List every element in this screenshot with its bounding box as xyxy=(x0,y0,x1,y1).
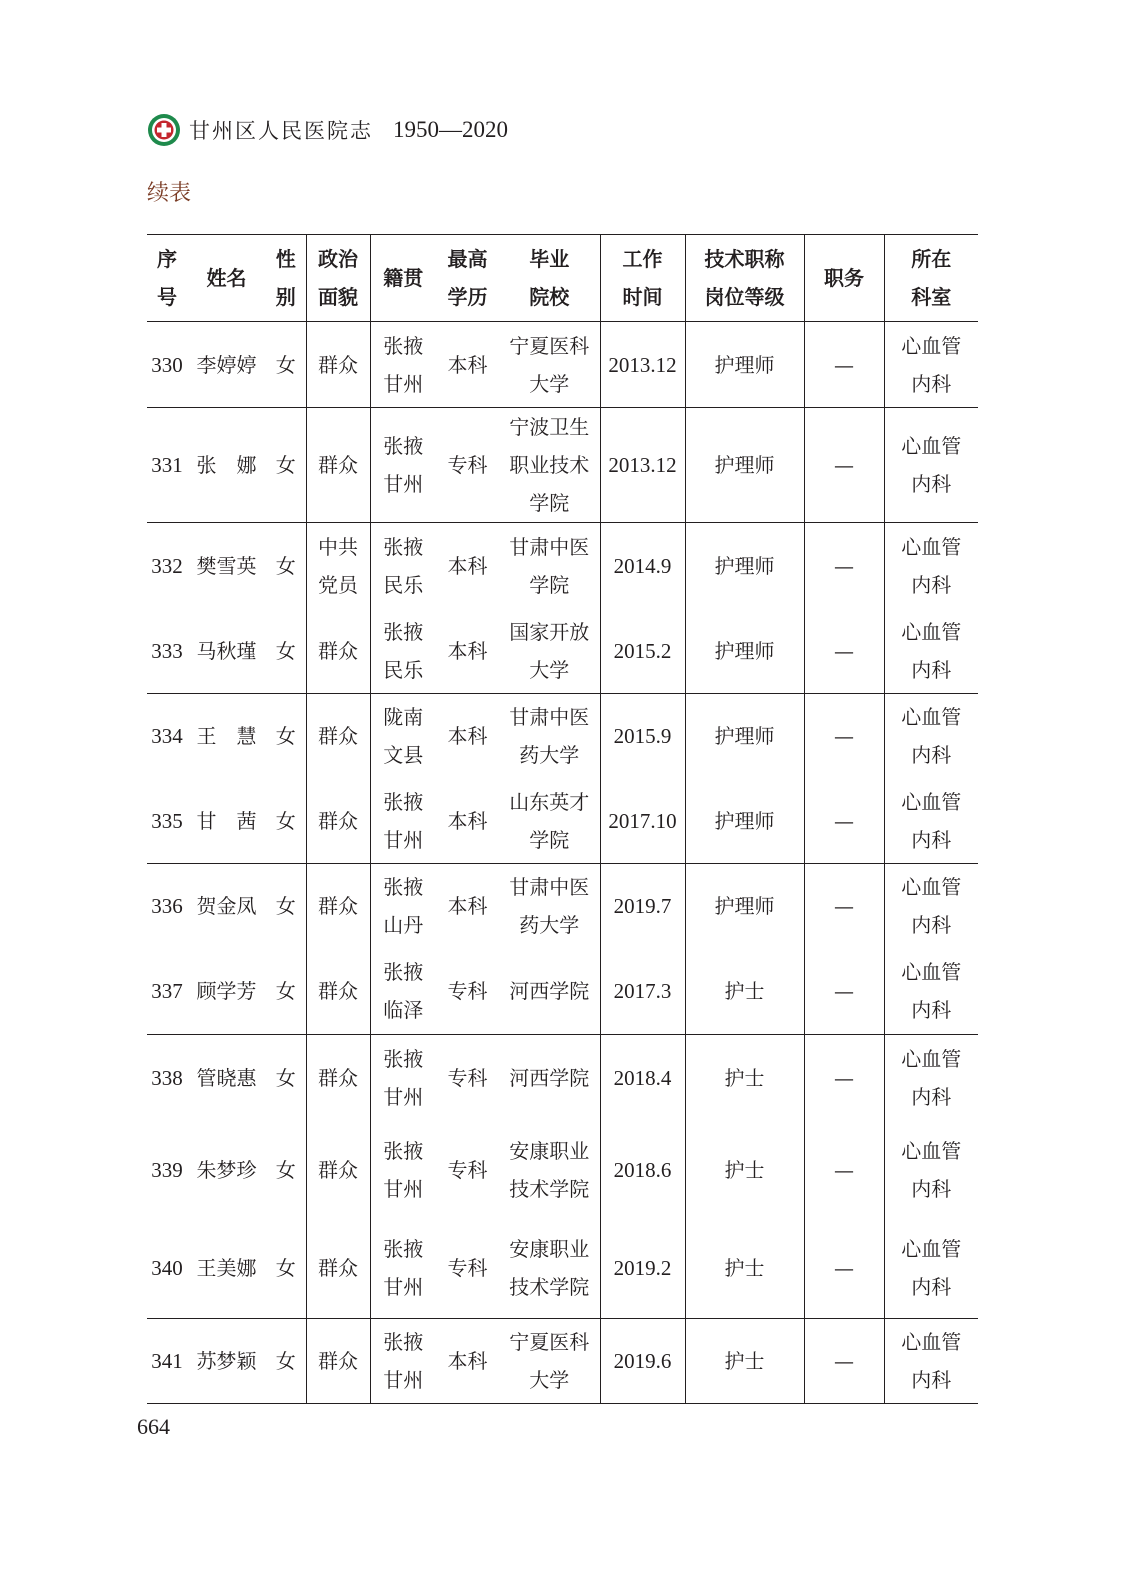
table-row xyxy=(147,949,978,1035)
col-header-hometown: 籍贯 xyxy=(370,235,436,322)
cell-department: 心血管内科 xyxy=(884,949,978,1035)
cell-work-start: 2018.4 xyxy=(600,1035,685,1121)
cell-hometown: 张掖甘州 xyxy=(370,408,436,523)
cell-gender: 女 xyxy=(275,1256,296,1281)
cell-politics: 群众 xyxy=(306,1319,370,1404)
cell-gender: 女 xyxy=(275,894,296,919)
cell-school: 国家开放大学 xyxy=(509,619,590,682)
table-row xyxy=(147,523,978,609)
cell-hometown: 张掖甘州 xyxy=(370,1035,436,1121)
cell-gender: 女 xyxy=(275,1065,296,1090)
col-header-gender: 性别 xyxy=(275,247,296,309)
cell-title: 护士 xyxy=(685,1035,804,1121)
cell-education: 专科 xyxy=(447,1157,488,1182)
cell-seq: 337 xyxy=(151,979,183,1004)
table-header-row xyxy=(147,235,978,322)
cell-hometown: 张掖民乐 xyxy=(370,609,436,694)
cell-gender: 女 xyxy=(275,352,296,377)
cell-school: 河西学院 xyxy=(509,1065,590,1090)
table-row xyxy=(147,864,978,949)
table-row xyxy=(147,694,978,779)
cell-title: 护理师 xyxy=(685,408,804,523)
cell-education: 专科 xyxy=(447,1065,488,1090)
cell-department: 心血管内科 xyxy=(884,1121,978,1219)
cell-position: — xyxy=(804,864,884,949)
cell-politics: 群众 xyxy=(306,408,370,523)
cell-position: — xyxy=(804,694,884,779)
cell-seq: 336 xyxy=(151,894,183,919)
table-row xyxy=(147,1319,978,1404)
col-header-department: 所在科室 xyxy=(884,235,978,322)
cell-name: 顾学芳 xyxy=(196,979,257,1004)
col-header-title: 技术职称岗位等级 xyxy=(685,235,804,322)
cell-hometown: 张掖甘州 xyxy=(370,1319,436,1404)
cell-school: 宁夏医科大学 xyxy=(509,1330,590,1392)
book-title: 甘州区人民医院志 xyxy=(189,119,373,143)
cell-work-start: 2017.10 xyxy=(600,779,685,864)
cell-politics: 群众 xyxy=(306,864,370,949)
cell-seq: 333 xyxy=(151,638,183,663)
cell-gender: 女 xyxy=(275,808,296,833)
cell-department: 心血管内科 xyxy=(884,408,978,523)
cell-school: 河西学院 xyxy=(509,979,590,1004)
cell-title: 护理师 xyxy=(685,694,804,779)
cell-seq: 332 xyxy=(151,553,183,578)
cell-gender: 女 xyxy=(275,553,296,578)
table-row xyxy=(147,1035,978,1121)
cell-education: 本科 xyxy=(447,808,488,833)
table-row xyxy=(147,1121,978,1219)
cell-politics: 群众 xyxy=(306,1219,370,1319)
cell-department: 心血管内科 xyxy=(884,694,978,779)
cell-work-start: 2019.7 xyxy=(600,864,685,949)
cell-hometown: 陇南文县 xyxy=(370,694,436,779)
cell-education: 专科 xyxy=(447,453,488,477)
cell-hometown: 张掖甘州 xyxy=(370,1219,436,1319)
cell-name: 张 娜 xyxy=(196,453,257,477)
cell-department: 心血管内科 xyxy=(884,864,978,949)
col-header-seq: 序号 xyxy=(157,247,177,309)
cell-seq: 335 xyxy=(151,808,183,833)
cell-work-start: 2013.12 xyxy=(600,408,685,523)
cell-department: 心血管内科 xyxy=(884,609,978,694)
cell-education: 本科 xyxy=(447,724,488,749)
cell-politics: 群众 xyxy=(306,949,370,1035)
cell-school: 甘肃中医药大学 xyxy=(509,875,590,938)
cell-politics: 群众 xyxy=(306,609,370,694)
cell-gender: 女 xyxy=(275,638,296,663)
cell-department: 心血管内科 xyxy=(884,1219,978,1319)
cell-name: 苏梦颖 xyxy=(196,1349,257,1373)
cell-work-start: 2015.2 xyxy=(600,609,685,694)
cell-department: 心血管内科 xyxy=(884,322,978,408)
cell-department: 心血管内科 xyxy=(884,1035,978,1121)
cell-gender: 女 xyxy=(275,453,296,477)
cell-school: 安康职业技术学院 xyxy=(509,1138,590,1201)
cell-title: 护理师 xyxy=(685,523,804,609)
cell-politics: 中共党员 xyxy=(306,523,370,609)
cell-work-start: 2019.2 xyxy=(600,1219,685,1319)
cell-school: 甘肃中医学院 xyxy=(509,534,590,597)
cell-hometown: 张掖山丹 xyxy=(370,864,436,949)
cell-work-start: 2017.3 xyxy=(600,949,685,1035)
cell-hometown: 张掖临泽 xyxy=(370,949,436,1035)
cell-name: 朱梦珍 xyxy=(196,1157,257,1182)
table-row xyxy=(147,408,978,523)
cell-school: 甘肃中医药大学 xyxy=(509,705,590,768)
cell-seq: 339 xyxy=(151,1157,183,1182)
cell-work-start: 2014.9 xyxy=(600,523,685,609)
cell-title: 护士 xyxy=(685,949,804,1035)
cell-education: 本科 xyxy=(447,553,488,578)
cell-name: 王 慧 xyxy=(196,724,257,749)
cell-position: — xyxy=(804,609,884,694)
cell-school: 宁夏医科大学 xyxy=(509,333,590,396)
cell-name: 甘 茜 xyxy=(196,808,257,833)
cell-gender: 女 xyxy=(275,979,296,1004)
cell-position: — xyxy=(804,408,884,523)
cell-position: — xyxy=(804,523,884,609)
cell-name: 王美娜 xyxy=(196,1256,257,1281)
cell-name: 李婷婷 xyxy=(196,352,257,377)
cell-title: 护士 xyxy=(685,1219,804,1319)
cell-school: 山东英才学院 xyxy=(509,789,590,852)
cell-position: — xyxy=(804,322,884,408)
cell-work-start: 2019.6 xyxy=(600,1319,685,1404)
col-header-education: 最高学历 xyxy=(447,247,488,309)
cell-politics: 群众 xyxy=(306,1035,370,1121)
col-header-work-start: 工作时间 xyxy=(600,235,685,322)
cell-gender: 女 xyxy=(275,724,296,749)
running-header xyxy=(147,110,508,150)
cell-seq: 338 xyxy=(151,1065,183,1090)
book-years: 1950—2020 xyxy=(393,117,508,142)
page-number: 664 xyxy=(137,1414,170,1439)
cell-politics: 群众 xyxy=(306,694,370,779)
col-header-position: 职务 xyxy=(804,235,884,322)
cell-education: 专科 xyxy=(447,979,488,1004)
cell-seq: 330 xyxy=(151,352,183,377)
cell-gender: 女 xyxy=(275,1349,296,1373)
cell-name: 贺金凤 xyxy=(196,894,257,919)
cell-position: — xyxy=(804,949,884,1035)
cell-name: 樊雪英 xyxy=(196,553,257,578)
cell-hometown: 张掖民乐 xyxy=(370,523,436,609)
cell-education: 专科 xyxy=(447,1256,488,1281)
cell-seq: 334 xyxy=(151,724,183,749)
cell-hometown: 张掖甘州 xyxy=(370,322,436,408)
cell-title: 护理师 xyxy=(685,609,804,694)
cell-department: 心血管内科 xyxy=(884,523,978,609)
cell-seq: 331 xyxy=(151,453,183,477)
cell-hometown: 张掖甘州 xyxy=(370,1121,436,1219)
cell-school: 宁波卫生职业技术学院 xyxy=(509,415,590,515)
staff-roster-table xyxy=(147,234,978,1404)
hospital-emblem-icon xyxy=(147,113,181,147)
cell-hometown: 张掖甘州 xyxy=(370,779,436,864)
cell-seq: 341 xyxy=(151,1349,183,1373)
cell-education: 本科 xyxy=(447,1349,488,1373)
cell-position: — xyxy=(804,779,884,864)
cell-department: 心血管内科 xyxy=(884,1319,978,1404)
cell-title: 护士 xyxy=(685,1121,804,1219)
table-row xyxy=(147,779,978,864)
cell-title: 护理师 xyxy=(685,779,804,864)
cell-department: 心血管内科 xyxy=(884,779,978,864)
cell-position: — xyxy=(804,1319,884,1404)
col-header-name: 姓名 xyxy=(206,266,247,290)
table-row xyxy=(147,609,978,694)
table-row xyxy=(147,1219,978,1319)
cell-name: 管晓惠 xyxy=(196,1065,257,1090)
cell-politics: 群众 xyxy=(306,1121,370,1219)
cell-education: 本科 xyxy=(447,638,488,663)
cell-seq: 340 xyxy=(151,1256,183,1281)
cell-title: 护理师 xyxy=(685,864,804,949)
cell-work-start: 2015.9 xyxy=(600,694,685,779)
cell-politics: 群众 xyxy=(306,779,370,864)
cell-name: 马秋瑾 xyxy=(196,638,257,663)
cell-education: 本科 xyxy=(447,894,488,919)
cell-school: 安康职业技术学院 xyxy=(509,1237,590,1300)
cell-position: — xyxy=(804,1035,884,1121)
cell-work-start: 2013.12 xyxy=(600,322,685,408)
continued-label: 续表 xyxy=(147,181,192,206)
table-row xyxy=(147,322,978,408)
cell-position: — xyxy=(804,1121,884,1219)
col-header-politics: 政治面貌 xyxy=(306,235,370,322)
cell-gender: 女 xyxy=(275,1157,296,1182)
cell-title: 护士 xyxy=(685,1319,804,1404)
col-header-school: 毕业院校 xyxy=(529,247,570,309)
cell-position: — xyxy=(804,1219,884,1319)
cell-politics: 群众 xyxy=(306,322,370,408)
cell-work-start: 2018.6 xyxy=(600,1121,685,1219)
cell-title: 护理师 xyxy=(685,322,804,408)
cell-education: 本科 xyxy=(447,352,488,377)
